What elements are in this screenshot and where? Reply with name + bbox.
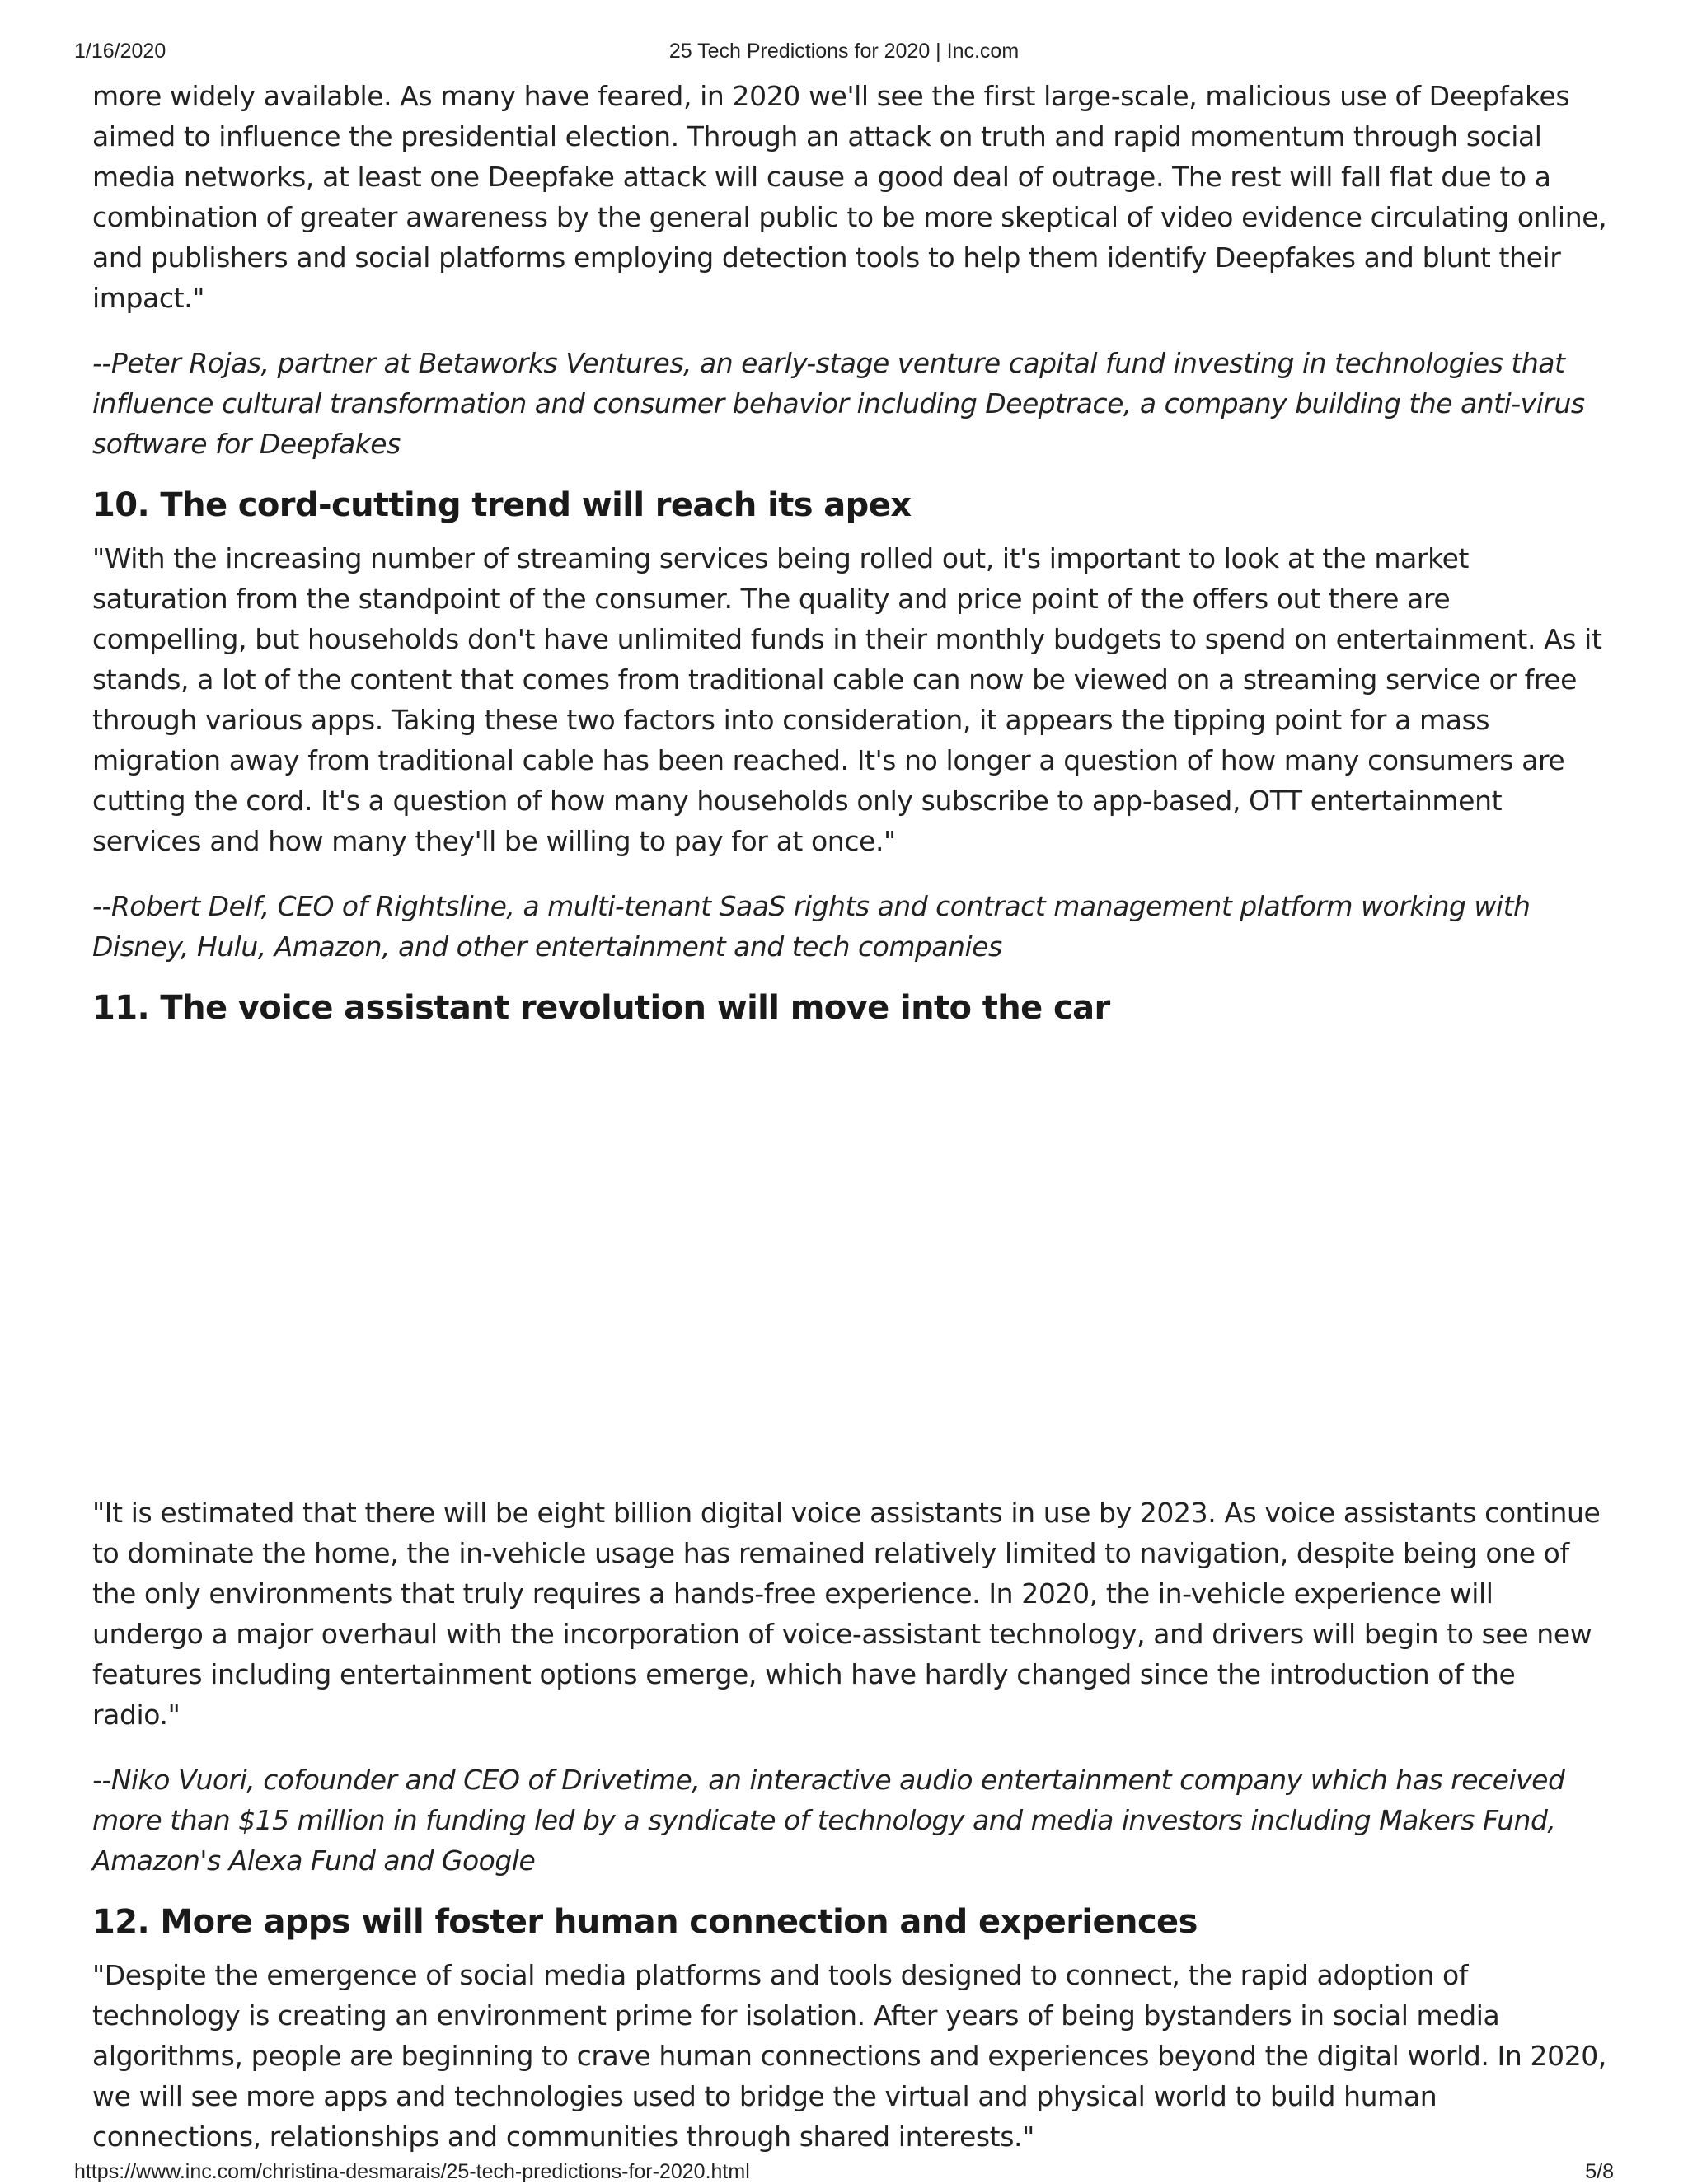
section-heading-12: 12. More apps will foster human connection and experiences [92, 1903, 1198, 1941]
intro-quote: more widely available. As many have feared, in 2020 we'll see the first large-scale, malicious use of Deepfakes aimed to influence the presidential election. Through an attack on truth and rapid momentum through social media networks, at least one Deepfake attack will cause a good deal of outrage. The rest will fall flat due to a combination of greater awareness by the general public to be more skeptical of video evidence circulating online, and publishers and social platforms employing detection tools to help them identify Deepfakes and blunt their impact." [92, 80, 1607, 314]
section-heading-10: 10. The cord-cutting trend will reach its apex [92, 486, 912, 524]
print-header [74, 40, 1614, 69]
print-page-title: 25 Tech Predictions for 2020 | Inc.com [668, 40, 1020, 63]
page-number: 5/8 [1585, 2160, 1614, 2183]
embedded-media-placeholder [92, 1047, 1609, 1493]
print-date: 1/16/2020 [74, 40, 166, 63]
intro-attribution: --Peter Rojas, partner at Betaworks Ventures, an early-stage venture capital fund investing in technologies that influence cultural transformation and consumer behavior including Deeptrace, a company building the anti-virus software for Deepfakes [92, 347, 1585, 460]
page-url-link[interactable]: https://www.inc.com/christina-desmarais/25-tech-predictions-for-2020.html [74, 2160, 750, 2183]
section-attribution-11: --Niko Vuori, cofounder and CEO of Drivetime, an interactive audio entertainment company which has received more than $15 million in funding led by a syndicate of technology and media investors including Makers Fund, Amazon's Alexa Fund and Google [92, 1764, 1565, 1877]
section-quote-10: "With the increasing number of streaming services being rolled out, it's important to look at the market saturation from the standpoint of the consumer. The quality and price point of the offers out there are compelling, but households don't have unlimited funds in their monthly budgets to spend on entertainment. As it stands, a lot of the content that comes from traditional cable can now be viewed on a streaming service or free through various apps. Taking these two factors into consideration, it appears the tipping point for a mass migration away from traditional cable has been reached. It's no longer a question of how many consumers are cutting the cord. It's a question of how many households only subscribe to app-based, OTT entertainment services and how many they'll be willing to pay for at once." [92, 542, 1602, 857]
section-heading-11: 11. The voice assistant revolution will move into the car [92, 989, 1110, 1027]
section-attribution-10: --Robert Delf, CEO of Rightsline, a multi-tenant SaaS rights and contract management platform working with Disney, Hulu, Amazon, and other entertainment and tech companies [92, 890, 1531, 963]
section-quote-11: "It is estimated that there will be eight billion digital voice assistants in use by 2023. As voice assistants continue to dominate the home, the in-vehicle usage has remained relatively limited to navigation, despite being one of the only environments that truly requires a hands-free experience. In 2020, the in-vehicle experience will undergo a major overhaul with the incorporation of voice-assistant technology, and drivers will begin to see new features including entertainment options emerge, which have hardly changed since the introduction of the radio." [92, 1497, 1601, 1731]
section-quote-12: "Despite the emergence of social media platforms and tools designed to connect, the rapid adoption of technology is creating an environment prime for isolation. After years of being bystanders in social media algorithms, people are beginning to crave human connections and experiences beyond the digital world. In 2020, we will see more apps and technologies used to bridge the virtual and physical world to build human connections, relationships and communities through shared interests." [92, 1959, 1606, 2153]
article-body [92, 76, 1609, 2182]
